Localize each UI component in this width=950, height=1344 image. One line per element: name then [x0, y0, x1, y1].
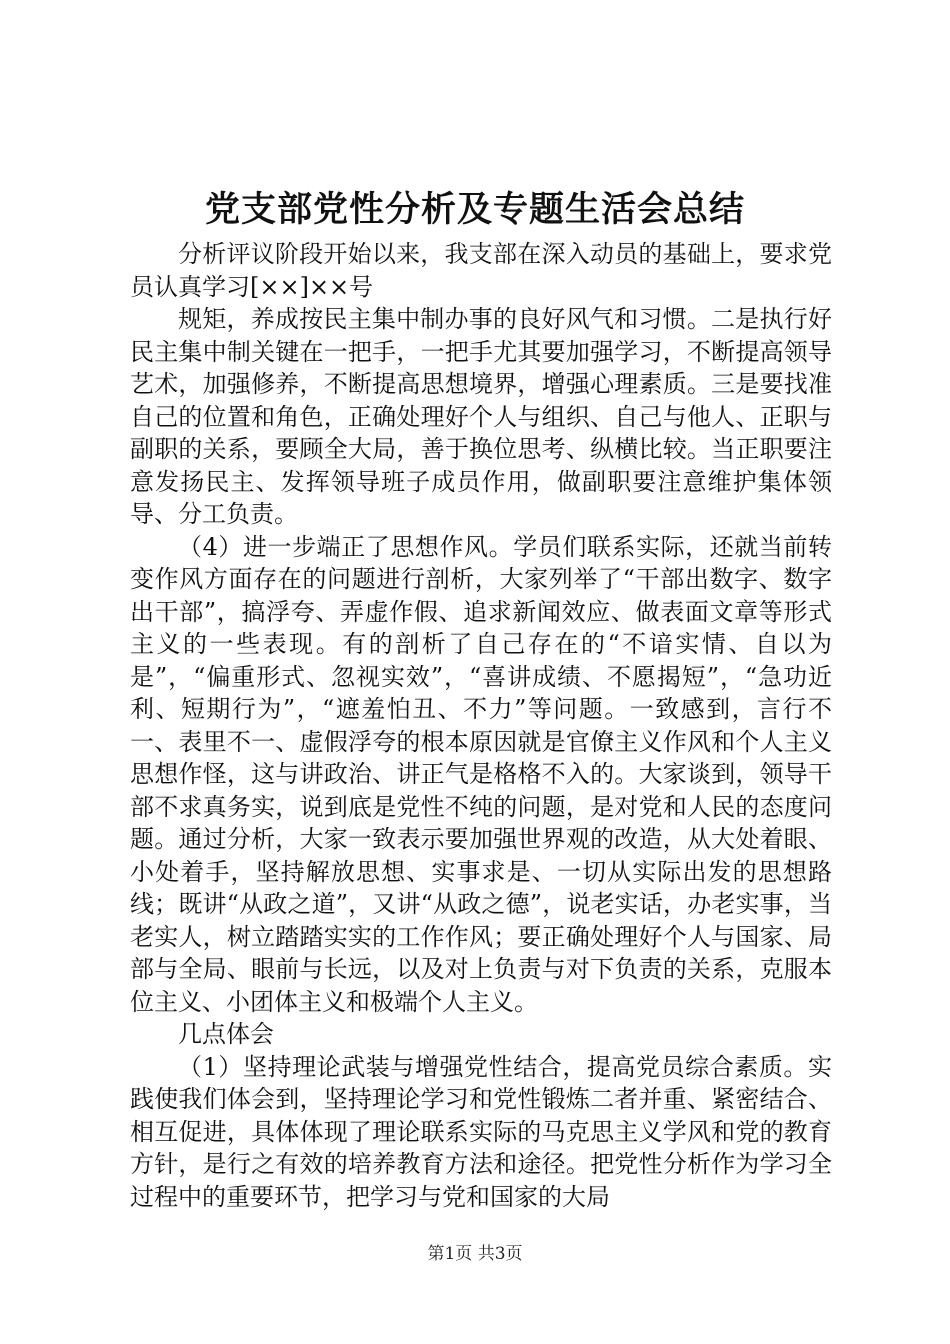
section-heading-insights: 几点体会 [178, 1020, 274, 1048]
page-number: 第1页 共3页 [427, 1244, 523, 1264]
paragraph-intro: 分析评议阶段开始以来，我支部在深入动员的基础上，要求党员认真学习[××]××号 [130, 240, 832, 301]
paragraph-theory-and-party-spirit: （1）坚持理论武装与增强党性结合，提高党员综合素质。实践使我们体会到，坚持理论学习和党性锻炼二者并重、紧密结合、相互促进，具体体现了理论联系实际的马克思主义学风和党的教育方针，是行之有效的培养教育方法和途径。把党性分析作为学习全过程中的重要环节，把学习与党和国家的大局 [130, 1052, 832, 1211]
paragraph-work-style: （4）进一步端正了思想作风。学员们联系实际，还就当前转变作风方面存在的问题进行剖析，大家列举了“干部出数字、数字出干部”，搞浮夸、弄虚作假、追求新闻效应、做表面文章等形式主义的一些表现。有的剖析了自己存在的“不谙实情、自以为是”，“偏重形式、忽视实效”，“喜讲成绩、不愿揭短”，“急功近利、短期行为”，“遮羞怕丑、不力”等问题。一致感到，言行不一、表里不一、虚假浮夸的根本原因就是官僚主义作风和个人主义思想作怪，这与讲政治、讲正气是格格不入的。大家谈到，领导干部不求真务实，说到底是党性不纯的问题，是对党和人民的态度问题。通过分析，大家一致表示要加强世界观的改造，从大处着眼、小处着手，坚持解放思想、实事求是、一切从实际出发的思想路线；既讲“从政之道”，又讲“从政之德”，说老实话，办老实事，当老实人，树立踏踏实实的工作作风；要正确处理好个人与国家、局部与全局、眼前与长远，以及对上负责与对下负责的关系，克服本位主义、小团体主义和极端个人主义。 [130, 532, 832, 1016]
document-title: 党支部党性分析及专题生活会总结 [204, 189, 745, 230]
paragraph-rules: 规矩，养成按民主集中制办事的良好风气和习惯。二是执行好民主集中制关键在一把手，一把手尤其要加强学习，不断提高领导艺术，加强修养，不断提高思想境界，增强心理素质。三是要找准自己的位置和角色，正确处理好个人与组织、自己与他人、正职与副职的关系，要顾全大局，善于换位思考、纵横比较。当正职要注意发扬民主、发挥领导班子成员作用，做副职要注意维护集体领导、分工负责。 [130, 305, 832, 528]
document-body [130, 238, 832, 1213]
